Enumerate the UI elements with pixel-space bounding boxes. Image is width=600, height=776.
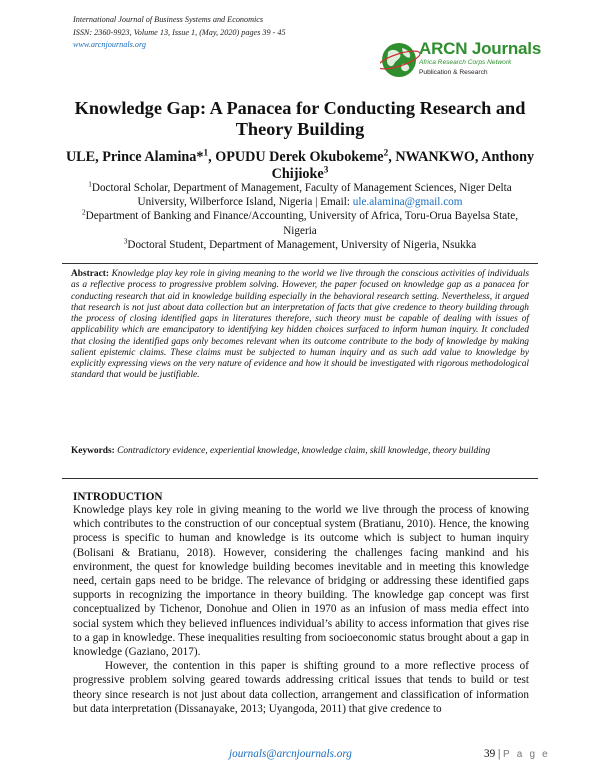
author-3-affil: 3 (323, 164, 329, 175)
abstract-text: Knowledge play key role in giving meaning to the world we live through the conscious activities of individuals as a reflective process to progressive problem solving. However, the paper focused on knowledge gap as a panacea for conducting research that aid in knowledge building especially in the behavioral research setting. Nevertheless, it argued that research is not just about data collection but an interpretation of facts that give credence to theory building through the process of closing identified gaps in literatures therefore, such theory must be capable of dealing with issues of applicability which are emancipatory to identifying key hidden choices surfaced to inform human inquiry. It concluded that closing the identified gaps only becomes relevant when its outcome contribute to the body of knowledge by making salient epistemic claims. These claims must be subjected to human inquiry and as such add value to knowledge by explicitly expressing views on the very nature of evidence and how it should be investigated with rigorous methodological standard that would be justifiable. (71, 269, 530, 381)
author-email-link[interactable]: ule.alamina@gmail.com (352, 196, 463, 209)
keywords-text: Contradictory evidence, experiential knowledge, knowledge claim, skill knowledge, theory building (117, 446, 491, 456)
affiliation-2: $^2$Department of Banking and Finance/Accounting, University of Africa, Toru-Orua Bayelsa State, Nigeria (81, 208, 519, 237)
journal-url[interactable]: www.arcnjournals.org (73, 40, 146, 50)
logo-tagline: Publication & Research (419, 69, 488, 76)
affiliations (70, 181, 530, 252)
page-footer (484, 748, 550, 760)
paragraph: However, the contention in this paper is shifting ground to a more reflective process of progressive problem solving geared towards addressing critical issues that tends to build or test theory since research is not just about data collection, arrangement and classification of information but data interpretation (Dissanayake, 2013; Uyangoda, 2011) that give credence to (73, 660, 529, 715)
paragraph: Knowledge plays key role in giving meaning to the world we live through the process of knowing which contributes to the construction of our conceptual system (Bratianu, 2010). Hence, the knowing process is specific to human and knowledge is its outcome which is subject to human inquiry (Bolisani & Bratianu, 2018). However, considering the challenges facing mankind and his environment, the quest for knowledge building becomes inevitable and in meeting this knowledge need, certain gaps need to be bridge. The relevance of bridging or addressing these identified gaps supports in recognizing the importance in theory building. The knowledge gap concept was first conceptualized by Tichenor, Donohue and Olien in 1970 as an infusion of mass media effect into social system which they believed influences individual’s ability to access information that gives rise to a gap in knowledge. These inequalities resulting from socioeconomic status brought about a gap in knowledge (Gaziano, 2017). (73, 504, 529, 659)
author-1: ULE, Prince Alamina* (65, 149, 204, 165)
globe-icon (380, 43, 422, 77)
section-heading: INTRODUCTION (73, 491, 163, 503)
author-1-affil: 1 (203, 147, 209, 158)
journal-header (73, 14, 286, 52)
page-word: P a g e (503, 749, 550, 760)
affiliation-3: $^3$Doctoral Student, Department of Management, University of Nigeria, Nsukka (123, 237, 477, 251)
keywords (71, 446, 529, 457)
author-2-affil: 2 (383, 147, 389, 158)
footer-email (229, 748, 352, 760)
author-2: OPUDU Derek Okubokeme (215, 149, 384, 165)
abstract (71, 269, 529, 382)
keywords-label: Keywords: (71, 446, 115, 456)
author-3: NWANKWO, Anthony Chijioke (271, 149, 535, 182)
affiliation-1: $^1$Doctoral Scholar, Department of Management, Faculty of Management Sciences, Niger Delta University, Wilberforce Island, Nigeria | Email: ule.alamina@gmail.com (88, 180, 512, 209)
abstract-label: Abstract: (71, 269, 110, 279)
footer-email-link[interactable]: journals@arcnjournals.org (229, 748, 352, 760)
author-list: ULE, Prince Alamina*$^1$, OPUDU Derek Okubokeme$^2$, NWANKWO, Anthony Chijioke$^3$ (65, 147, 535, 182)
logo-subtitle: Africa Research Corps Network (419, 59, 512, 66)
page-separator: | (497, 748, 501, 760)
journal-name: International Journal of Business Systems and Economics (73, 15, 264, 24)
paper-title: Knowledge Gap: A Panacea for Conducting Research and Theory Building (74, 98, 526, 139)
logo-title: ARCN Journals (419, 39, 542, 58)
body-text (73, 503, 529, 716)
page-number: 39 (484, 748, 496, 760)
issn-line: ISSN: 2360-9923, Volume 13, Issue 1, (May, 2020) pages 39 - 45 (73, 27, 286, 37)
logo-text (419, 40, 541, 77)
